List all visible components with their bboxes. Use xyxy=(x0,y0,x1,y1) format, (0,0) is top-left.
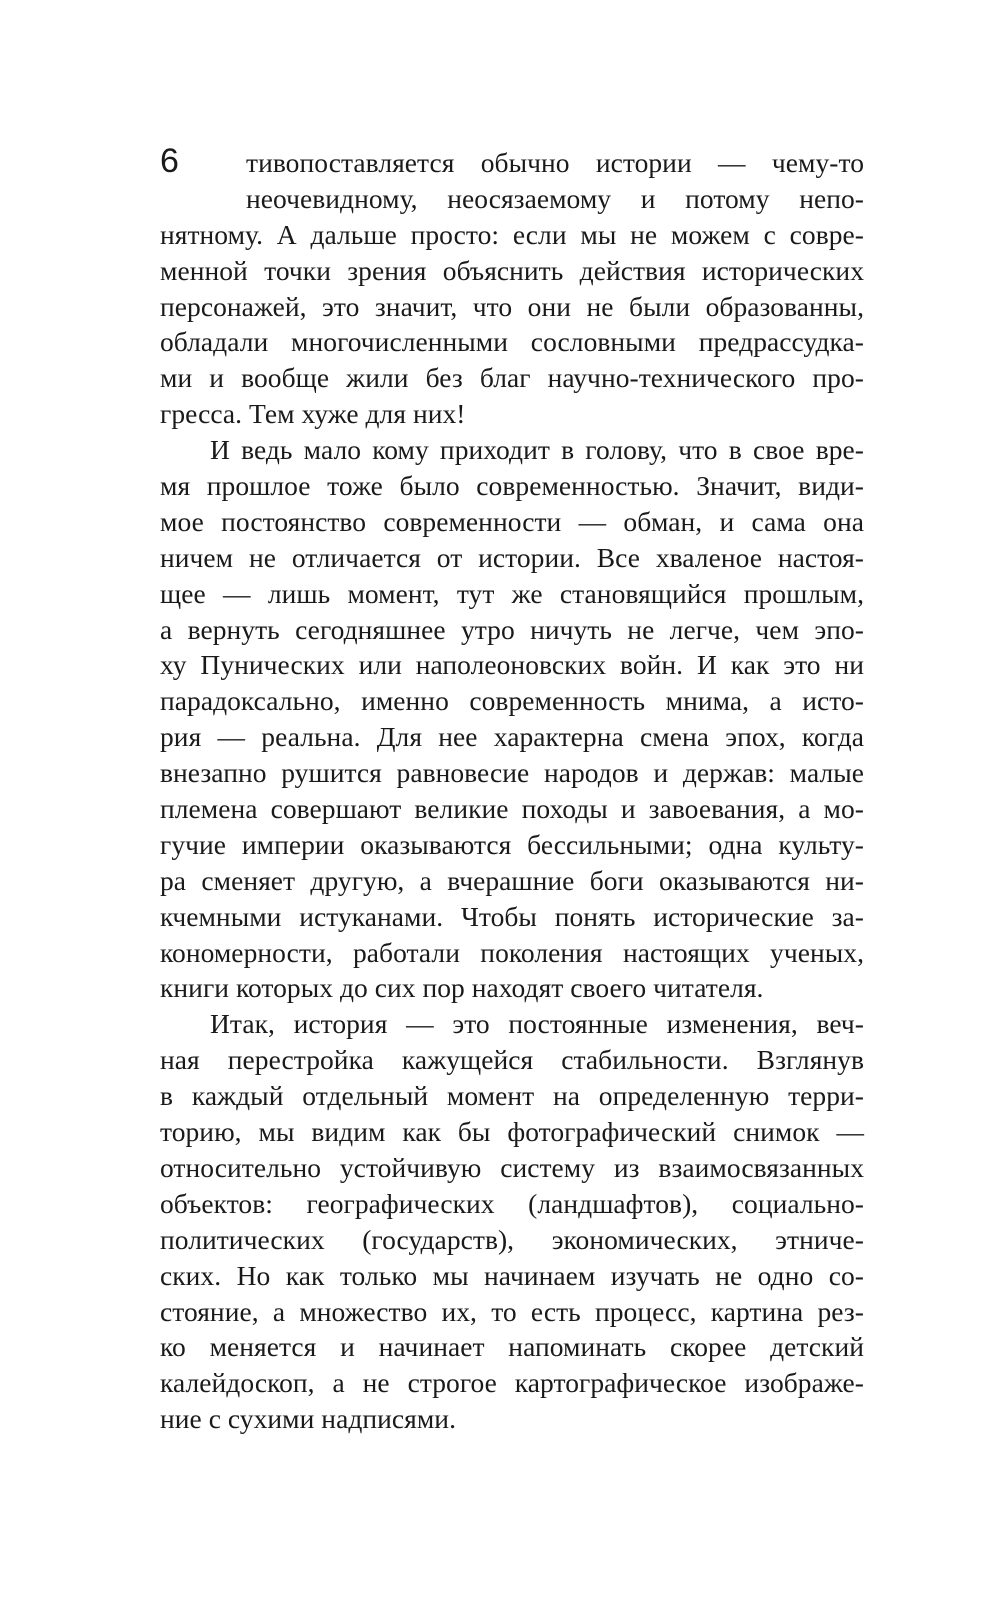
text-line: ми и вообще жили без благ научно-технического про- xyxy=(160,362,864,394)
text-line: внезапно рушится равновесие народов и держав: малые xyxy=(160,757,864,789)
text-line: кономерности, работали поколения настоящих ученых, xyxy=(160,936,864,968)
text-line: мое постоянство современности — обман, и сама она xyxy=(160,505,864,537)
text-line: парадоксально, именно современность мнима, а исто- xyxy=(160,685,864,717)
text-line: ная перестройка кажущейся стабильности. Взглянув xyxy=(160,1044,864,1076)
text-line: щее — лишь момент, тут же становящийся прошлым, xyxy=(160,577,864,609)
text-line: ко меняется и начинает напоминать скорее детский xyxy=(160,1331,864,1363)
text-line: торию, мы видим как бы фотографический снимок — xyxy=(160,1116,864,1148)
text-line: обладали многочисленными сословными предрассудка- xyxy=(160,326,864,358)
text-line: калейдоскоп, а не строгое картографическое изображе- xyxy=(160,1367,864,1399)
text-line: в каждый отдельный момент на определенную терри- xyxy=(160,1080,864,1112)
text-line: ничем не отличается от истории. Все хваленое настоя- xyxy=(160,541,864,573)
text-line: ху Пунических или наполеоновских войн. И как это ни xyxy=(160,649,864,681)
text-line: ских. Но как только мы начинаем изучать не одно со- xyxy=(160,1259,864,1291)
text-line: гресса. Тем хуже для них! xyxy=(160,398,466,430)
text-line: стояние, а множество их, то есть процесс, картина рез- xyxy=(160,1295,864,1327)
text-line: персонажей, это значит, что они не были образованны, xyxy=(160,290,864,322)
text-line: менной точки зрения объяснить действия исторических xyxy=(160,254,864,286)
page-number: 6 xyxy=(160,142,179,180)
text-line: ра сменяет другую, а вчерашние боги оказываются ни- xyxy=(160,864,864,896)
text-line: политических (государств), экономических, этниче- xyxy=(160,1223,864,1255)
text-line: И ведь мало кому приходит в голову, что в свое вре- xyxy=(210,434,864,466)
text-line: Итак, история — это постоянные изменения, веч- xyxy=(210,1008,864,1040)
text-line: тивопоставляется обычно истории — чему-то xyxy=(246,147,864,178)
body-text xyxy=(160,142,864,1437)
text-line: а вернуть сегодняшнее утро ничуть не легче, чем эпо- xyxy=(160,613,864,645)
text-line: нятному. А дальше просто: если мы не можем с совре- xyxy=(160,218,864,250)
text-line: кчемными истуканами. Чтобы понять исторические за- xyxy=(160,900,864,932)
text-line: объектов: географических (ландшафтов), социально- xyxy=(160,1187,864,1219)
text-line: неочевидному, неосязаемому и потому непо- xyxy=(246,182,864,214)
text-line: книги которых до сих пор находят своего читателя. xyxy=(160,972,764,1004)
text-line: рия — реальна. Для нее характерна смена эпох, когда xyxy=(160,721,864,753)
text-line: ние с сухими надписями. xyxy=(160,1403,456,1435)
text-line: гучие империи оказываются бессильными; одна культу- xyxy=(160,828,864,860)
text-line: племена совершают великие походы и завоевания, а мо- xyxy=(160,793,864,825)
text-line: относительно устойчивую систему из взаимосвязанных xyxy=(160,1151,864,1183)
text-line: мя прошлое тоже было современностью. Значит, види- xyxy=(160,470,864,502)
